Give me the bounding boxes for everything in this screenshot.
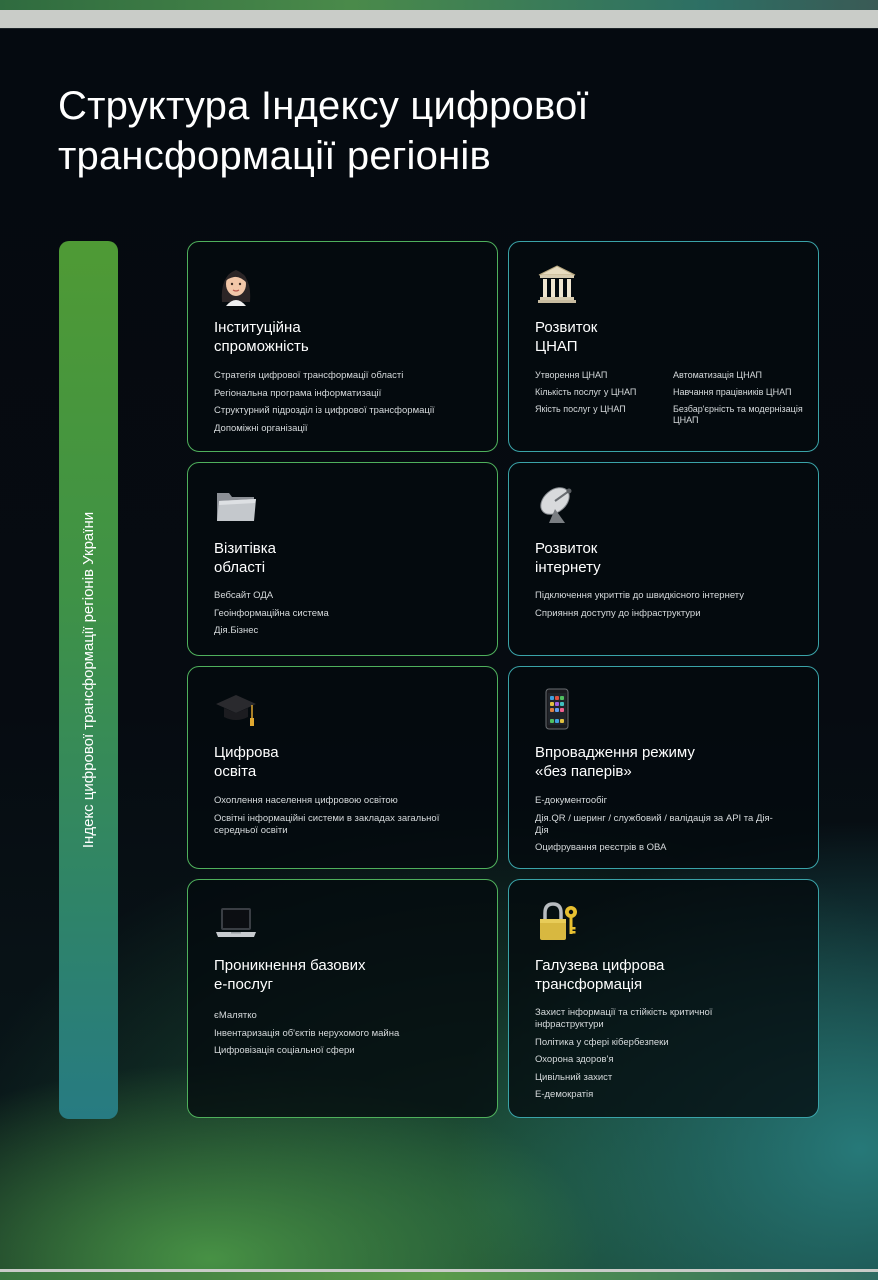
card-items [535, 1007, 755, 1107]
graduation-cap-icon [214, 687, 258, 731]
card-institutional-capacity [187, 241, 498, 452]
card-title-line1: Візитівка [214, 540, 276, 557]
satellite-dish-icon [535, 483, 579, 527]
woman-icon [214, 262, 258, 306]
list-item: Освітні інформаційні системи в закладах загальної середньої освіти [214, 812, 440, 836]
bottom-border [0, 1272, 878, 1280]
card-cnap-development [508, 241, 819, 452]
card-region-profile [187, 462, 498, 656]
building-icon [535, 262, 579, 306]
smartphone-icon [535, 687, 579, 731]
card-title-line2: області [214, 559, 266, 576]
card-title-line2: освіта [214, 763, 257, 780]
items-left [535, 370, 673, 432]
card-title-line2: е-послуг [214, 976, 274, 993]
list-item: єМалятко [214, 1010, 257, 1021]
list-item: Геоінформаційна система [214, 607, 329, 619]
card-items [214, 795, 476, 842]
items-right [673, 370, 803, 432]
card-items [535, 590, 744, 625]
list-item: Цивільний захист [535, 1071, 613, 1083]
card-paperless-mode [508, 666, 819, 869]
list-item: Дія.QR / шеринг / службовий / валідація за API та Дія-Дія [535, 812, 773, 836]
side-bar [59, 241, 118, 1119]
list-item: Цифровізація соціальної сфери [214, 1045, 355, 1056]
list-item: Якість послуг у ЦНАП [535, 404, 626, 414]
card-items [214, 370, 435, 440]
card-title-line2: «без паперів» [535, 763, 632, 780]
card-title-line2: ЦНАП [535, 338, 578, 355]
list-item: Інвентаризація об'єктів нерухомого майна [214, 1027, 400, 1039]
card-items [535, 370, 803, 432]
card-title-line1: Галузева цифрова [535, 957, 665, 974]
list-item: Допоміжні організації [214, 422, 308, 434]
list-item: Сприяння доступу до інфраструктури [535, 607, 701, 619]
list-item: Утворення ЦНАП [535, 370, 608, 380]
card-internet-development [508, 462, 819, 656]
side-label: Індекс цифрової трансформації регіонів України [80, 511, 97, 849]
list-item: Е-документообіг [535, 795, 608, 806]
list-item: Е-демократія [535, 1089, 594, 1100]
card-title-line1: Цифрова [214, 744, 279, 761]
folder-icon [214, 483, 258, 527]
list-item: Стратегія цифрової трансформації області [214, 370, 404, 381]
list-item: Кількість послуг у ЦНАП [535, 387, 637, 397]
card-title-line2: інтернету [535, 559, 601, 576]
card-basic-e-services [187, 879, 498, 1118]
list-item: Регіональна програма інформатизації [214, 387, 382, 399]
list-item: Вебсайт ОДА [214, 590, 274, 601]
card-title-line2: спроможність [214, 338, 309, 355]
list-item: Дія.Бізнес [214, 625, 259, 636]
card-title-line1: Розвиток [535, 319, 598, 336]
card-digital-education [187, 666, 498, 869]
card-items [214, 590, 329, 643]
list-item: Автоматизація ЦНАП [673, 370, 762, 380]
card-items [535, 795, 785, 860]
card-title-line1: Впровадження режиму [535, 744, 695, 761]
list-item: Охоплення населення цифровою освітою [214, 795, 398, 806]
card-title-line1: Проникнення базових [214, 957, 366, 974]
card-title-line1: Розвиток [535, 540, 598, 557]
lock-key-icon [535, 900, 579, 944]
laptop-icon [214, 900, 258, 944]
list-item: Навчання працівників ЦНАП [673, 387, 792, 397]
card-title-line2: трансформація [535, 976, 643, 993]
poster [0, 28, 878, 1269]
card-title-line1: Інституційна [214, 319, 301, 336]
list-item: Охорона здоров'я [535, 1054, 614, 1065]
list-item: Підключення укриттів до швидкісного інтернету [535, 590, 745, 601]
list-item: Структурний підрозділ із цифрової трансформації [214, 405, 435, 416]
page-title: Структура Індексу цифрової трансформації регіонів [58, 84, 589, 178]
list-item: Оцифрування реєстрів в ОВА [535, 842, 667, 853]
list-item: Захист інформації та стійкість критичної інфраструктури [535, 1007, 713, 1030]
list-item: Безбар'єрність та модернізація ЦНАП [673, 404, 803, 425]
top-border [0, 0, 878, 10]
card-sectoral-transformation [508, 879, 819, 1118]
list-item: Політика у сфері кібербезпеки [535, 1036, 669, 1048]
card-items [214, 1010, 399, 1063]
